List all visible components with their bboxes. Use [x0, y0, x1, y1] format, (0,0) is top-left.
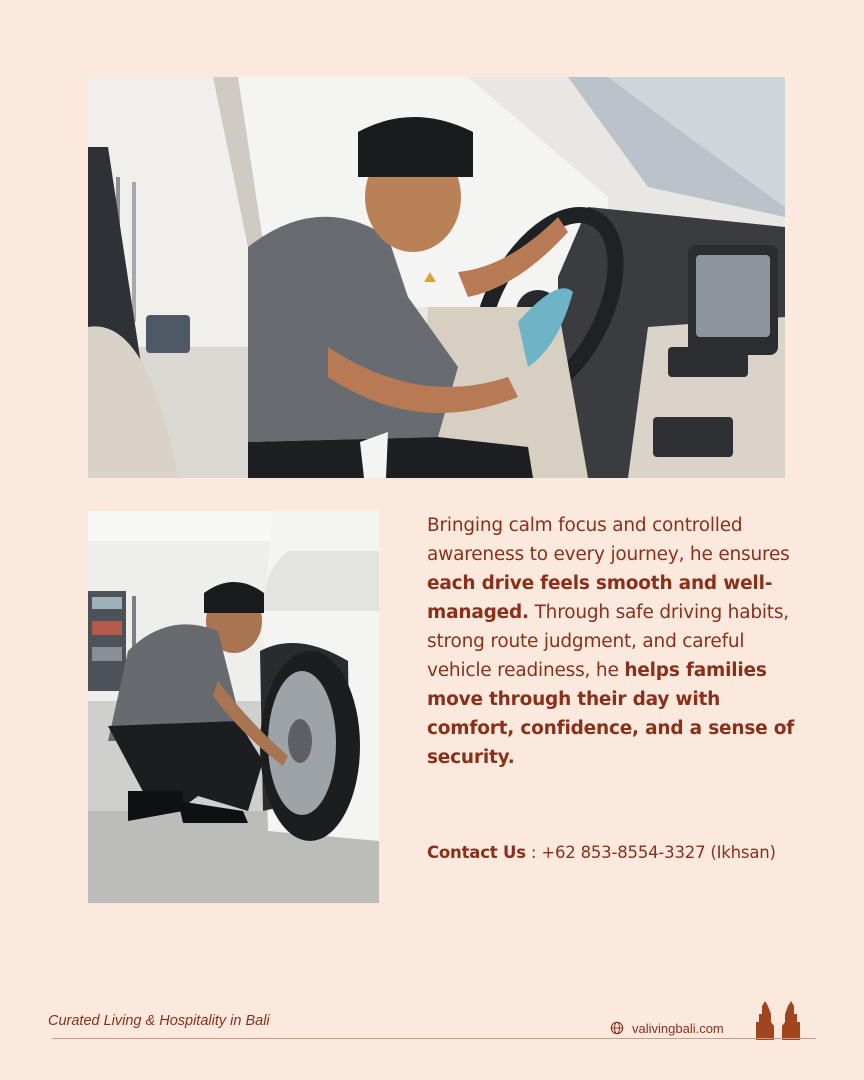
- footer-divider: [52, 1038, 816, 1039]
- footer-website[interactable]: valivingbali.com: [632, 1020, 724, 1036]
- photo-top-illustration: [88, 77, 785, 478]
- description-paragraph: [427, 511, 802, 772]
- contact-separator: :: [525, 843, 542, 862]
- globe-icon: [610, 1021, 624, 1035]
- description-text-2: Through safe driving habits, strong route judgment, and careful vehicle readiness, he: [427, 602, 789, 681]
- contact-phone[interactable]: +62 853-8554-3327 (Ikhsan): [541, 843, 776, 862]
- contact-label: Contact Us: [427, 843, 526, 862]
- contact-line: [427, 841, 827, 865]
- photo-bottom-illustration: [88, 511, 379, 903]
- photo-driver-checking-tire: [88, 511, 379, 903]
- footer-website-link[interactable]: [610, 1018, 724, 1038]
- footer-tagline: Curated Living & Hospitality in Bali: [48, 1013, 270, 1029]
- description-text-1: Bringing calm focus and controlled awareness to every journey, he ensures: [427, 515, 790, 565]
- description-highlight-1: each drive feels smooth and well-managed.: [427, 573, 773, 623]
- photo-driver-cleaning-steering-wheel: [88, 77, 785, 478]
- candi-bentar-gate-icon: [754, 1000, 802, 1040]
- description-highlight-2: helps families move through their day with comfort, confidence, and a sense of security.: [427, 660, 795, 768]
